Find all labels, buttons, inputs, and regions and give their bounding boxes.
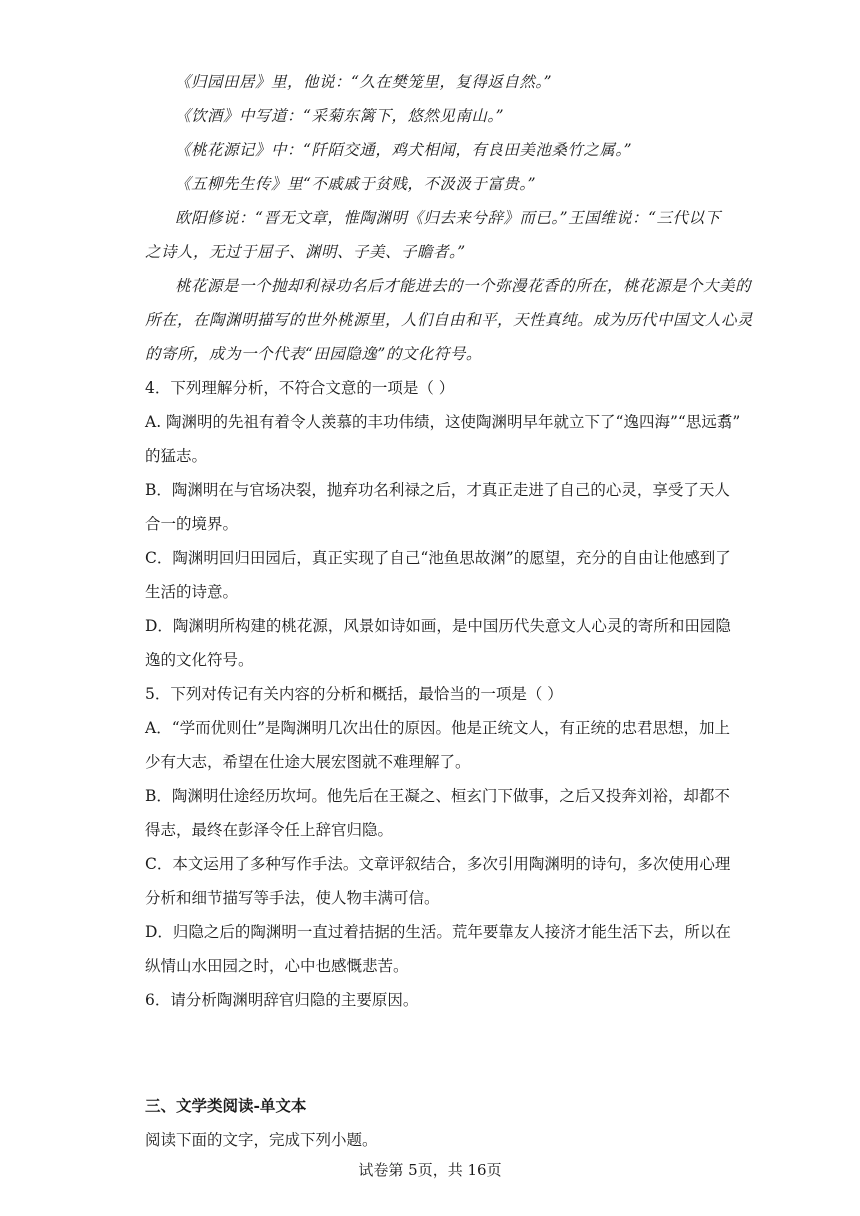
question-6-stem: 6．请分析陶渊明辞官归隐的主要原因。 <box>145 991 419 1009</box>
quote-line: 《饮酒》中写道：“采菊东篱下，悠然见南山。” <box>175 107 505 125</box>
question-5-stem: 5．下列对传记有关内容的分析和概括，最恰当的一项是（ ） <box>145 685 563 703</box>
q5-option-b-cont: 得志，最终在彭泽令任上辞官归隐。 <box>145 821 394 839</box>
page-footer: 试卷第 5页，共 16页 <box>358 1161 502 1179</box>
section-3-title: 三、文学类阅读-单文本 <box>145 1096 307 1115</box>
q5-option-c: C．本文运用了多种写作手法。文章评叙结合，多次引用陶渊明的诗句，多次使用心理 <box>145 855 731 873</box>
q4-option-b-cont: 合一的境界。 <box>145 515 239 533</box>
q5-option-c-cont: 分析和细节描写等手法，使人物丰满可信。 <box>145 889 440 907</box>
quote-line: 《五柳先生传》里“不戚戚于贫贱，不汲汲于富贵。” <box>175 175 537 193</box>
q4-option-d: D．陶渊明所构建的桃花源，风景如诗如画，是中国历代失意文人心灵的寄所和田园隐 <box>145 617 731 635</box>
q4-option-b: B．陶渊明在与官场决裂，抛弃功名利禄之后，才真正走进了自己的心灵，享受了天人 <box>145 481 730 499</box>
q4-option-a-cont: 的猛志。 <box>145 447 208 465</box>
section-3-instruction: 阅读下面的文字，完成下列小题。 <box>145 1131 378 1149</box>
q5-option-a: A．“学而优则仕”是陶渊明几次出仕的原因。他是正统文人，有正统的忠君思想，加上 <box>145 719 731 737</box>
closing-line: 的寄所，成为一个代表“田园隐逸”的文化符号。 <box>145 345 482 363</box>
quote-line: 《桃花源记》中：“阡陌交通，鸡犬相闻，有良田美池桑竹之属。” <box>175 141 633 159</box>
commentary-line: 之诗人，无过于屈子、渊明、子美、子瞻者。” <box>145 243 466 261</box>
q5-option-b: B．陶渊明仕途经历坎坷。他先后在王凝之、桓玄门下做事，之后又投奔刘裕，却都不 <box>145 787 730 805</box>
closing-line: 桃花源是一个抛却利禄功名后才能进去的一个弥漫花香的所在，桃花源是个大美的 <box>175 277 752 295</box>
closing-line: 所在，在陶渊明描写的世外桃源里，人们自由和平，天性真纯。成为历代中国文人心灵 <box>145 311 754 329</box>
q5-option-d-cont: 纵情山水田园之时，心中也感慨悲苦。 <box>145 957 409 975</box>
q4-option-c-cont: 生活的诗意。 <box>145 583 239 601</box>
q4-option-a: A. 陶渊明的先祖有着令人羡慕的丰功伟绩，这使陶渊明早年就立下了“逸四海”“思远翥” <box>145 413 741 431</box>
q5-option-a-cont: 少有大志，希望在仕途大展宏图就不难理解了。 <box>145 753 471 771</box>
q5-option-d: D．归隐之后的陶渊明一直过着拮据的生活。荒年要靠友人接济才能生活下去，所以在 <box>145 923 731 941</box>
q4-option-d-cont: 逸的文化符号。 <box>145 651 254 669</box>
question-4-stem: 4．下列理解分析，不符合文意的一项是（ ） <box>145 379 455 397</box>
quote-line: 《归园田居》里，他说：“久在樊笼里，复得返自然。” <box>175 73 553 91</box>
q4-option-c: C．陶渊明回归田园后，真正实现了自己“池鱼思故渊”的愿望，充分的自由让他感到了 <box>145 549 731 567</box>
commentary-line: 欧阳修说：“晋无文章，惟陶渊明《归去来兮辞》而已。”王国维说：“三代以下 <box>175 209 721 227</box>
